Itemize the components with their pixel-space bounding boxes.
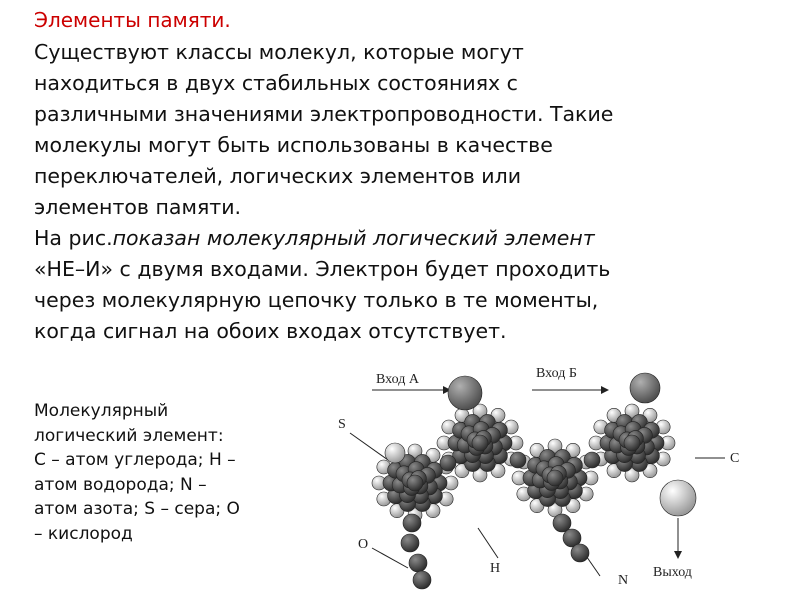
atom <box>413 571 431 589</box>
paragraph-line: «НЕ–И» с двумя входами. Электрон будет проходить <box>34 257 611 281</box>
atom <box>448 376 482 410</box>
paragraph-line: через молекулярную цепочку только в те моменты, <box>34 288 599 312</box>
atom <box>660 480 696 516</box>
sulfur-label: S <box>338 417 346 432</box>
caption-line: логический элемент: <box>34 425 224 446</box>
atom <box>409 554 427 572</box>
atom <box>403 514 421 532</box>
output-label: Выход <box>653 565 692 580</box>
atom <box>630 373 660 403</box>
atom <box>624 435 640 451</box>
carbon-label: C <box>730 451 740 466</box>
paragraph-line: переключателей, логических элементов или <box>34 164 522 188</box>
atom <box>385 443 405 463</box>
figure-caption <box>34 399 240 546</box>
body-text <box>34 37 613 347</box>
caption-line: C – атом углерода; H – <box>34 450 236 470</box>
paragraph-line: молекулы могут быть использованы в качестве <box>34 133 553 157</box>
input-b-label: Вход Б <box>536 366 577 381</box>
atom <box>584 452 600 468</box>
nitrogen-label: N <box>618 573 629 588</box>
paragraph-line: когда сигнал на обоих входах отсутствует. <box>34 319 507 343</box>
atom <box>510 452 526 468</box>
oxygen-label: O <box>358 537 369 552</box>
caption-line: атом азота; S – сера; O <box>34 499 240 519</box>
paragraph-line: различными значениями электропроводности. Такие <box>34 102 614 126</box>
paragraph-line <box>34 223 613 254</box>
atom <box>401 534 419 552</box>
atom <box>440 455 456 471</box>
paragraph-line: Существуют классы молекул, которые могут <box>34 40 524 64</box>
paragraph-line: элементов памяти. <box>34 195 242 219</box>
caption-line: – кислород <box>34 523 133 544</box>
input-a-label: Вход А <box>376 372 419 387</box>
molecule-structure <box>372 373 696 589</box>
molecular-logic-element-figure <box>300 358 800 600</box>
atom <box>553 514 571 532</box>
paragraph-italic: показан молекулярный логический элемент <box>112 226 595 250</box>
slide-title: Элементы памяти. <box>34 8 231 32</box>
atom <box>547 470 563 486</box>
atom <box>472 435 488 451</box>
caption-line: атом водорода; N – <box>34 474 207 495</box>
hydrogen-label: H <box>490 561 501 576</box>
atom <box>571 544 589 562</box>
caption-line: Молекулярный <box>34 401 169 421</box>
atom <box>407 475 423 491</box>
paragraph-prefix: На рис. <box>34 226 113 250</box>
paragraph-line: находиться в двух стабильных состояниях с <box>34 71 518 95</box>
